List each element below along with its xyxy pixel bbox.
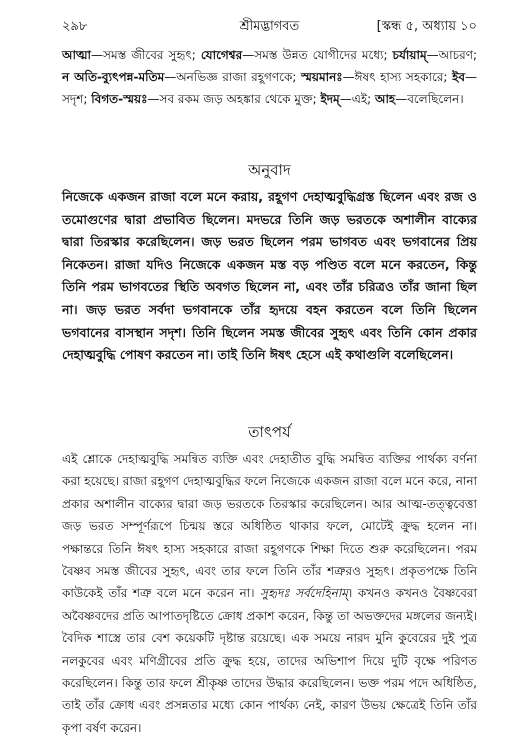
purport-heading: তাৎপর্য [248, 423, 291, 441]
synonym-term: যোগেশ্বর [200, 48, 243, 62]
synonym-term: ন অতি-ব্যুৎপন্ন-মতিম [62, 70, 165, 84]
synonym-term: আহ [374, 92, 396, 106]
synonym-meaning: —এই; [339, 92, 375, 106]
synonym-term: স্ময়মানঃ [301, 70, 343, 84]
synonym-meaning: —অনভিজ্ঞ রাজা রহূগণকে; [164, 70, 302, 84]
synonym-meaning: —ঈষৎ হাস্য সহকারে; [342, 70, 453, 84]
purport-text: এই শ্লোকে দেহাত্মবুদ্ধি সমন্বিত ব্যক্তি এবং দেহাতীত বুদ্ধি সমন্বিত ব্যক্তির পার্থক্য বর্ণনা করা হয়েছে। রাজা রহূগণ দেহাত্মবুদ্ধির ফলে নিজেকে একজন রাজা বলে মনে করে, নানা প্রকার অশালীন বাক্যের দ্বারা জড় ভরতকে তিরস্কার করেছিলেন। আর আত্ম-তত্ত্ববেত্তা জড় ভরত সম্পূর্ণরূপে চিন্ময় স্তরে অধিষ্ঠিত থাকার ফলে, মোটেই ক্রুদ্ধ হলেন না। পক্ষান্তরে তিনি ঈষৎ হাস্য সহকারে রাজা রহূগণকে শিক্ষা দিতে শুরু করেছিলেন। পরম বৈষ্ণব সমস্ত জীবের সুহৃৎ, এবং তার ফলে তিনি তাঁর শত্রুরও সুহৃৎ। প্রকৃতপক্ষে তিনি কাউকেই তাঁর শত্রু বলে মনে করেন না। [62, 452, 477, 601]
synonym-meaning: —সমস্ত উন্নত যোগীদের মধ্যে; [242, 48, 393, 62]
purport-quote: সুহৃদঃ সর্বদেহিনাম্ [260, 586, 348, 601]
synonyms-paragraph [62, 44, 477, 110]
synonym-term: ইদম্ [320, 92, 340, 106]
synonym-meaning: —আচরণ; [426, 48, 478, 62]
synonym-meaning: —সব রকম জড় অহঙ্কার থেকে মুক্ত; [147, 92, 321, 106]
synonym-term: ইব [452, 70, 465, 84]
synonym-term: চর্যায়াম্ [392, 48, 427, 62]
book-title: শ্রীমদ্ভাগবত [239, 19, 300, 34]
synonym-meaning: —সমস্ত জীবের সুহৃৎ; [91, 48, 201, 62]
section-reference: [স্কন্ধ ৫, অধ্যায় ১০ [376, 19, 477, 34]
page-number: ২৯৮ [62, 19, 88, 34]
synonym-term: আত্মা [62, 48, 92, 62]
translation-heading: অনুবাদ [248, 161, 291, 179]
synonym-meaning: —সদৃশ; [62, 70, 477, 106]
translation-paragraph: নিজেকে একজন রাজা বলে মনে করায়, রহূগণ দেহাত্মবুদ্ধিগ্রস্ত ছিলেন এবং রজ ও তমোগুণের দ্বারা প্রভাবিত ছিলেন। মদভরে তিনি জড় ভরতকে অশালীন বাক্যের দ্বারা তিরস্কার করেছিলেন। জড় ভরত ছিলেন পরম ভাগবত এবং ভগবানের প্রিয় নিকেতন। রাজা যদিও নিজেকে একজন মস্ত বড় পণ্ডিত বলে মনে করতেন, কিন্তু তিনি পরম ভাগবতের স্থিতি অবগত ছিলেন না, এবং তাঁর চরিত্রও তাঁর জানা ছিল না। জড় ভরত সর্বদা ভগবানকে তাঁর হৃদয়ে বহন করতেন বলে তিনি ছিলেন ভগবানের বাসস্থান সদৃশ। তিনি ছিলেন সমস্ত জীবের সুহৃৎ এবং তিনি কোন প্রকার দেহাত্মবুদ্ধি পোষণ করতেন না। তাই তিনি ঈষৎ হেসে এই কথাগুলি বলেছিলেন। [62, 189, 477, 363]
purport-text: । কখনও কখনও বৈষ্ণবেরা অবৈষ্ণবদের প্রতি আপাতদৃষ্টিতে ক্রোধ প্রকাশ করেন, কিন্তু তা অভক্তদের মঙ্গলের জন্যই। বৈদিক শাস্ত্রে তার বেশ কয়েকটি দৃষ্টান্ত রয়েছে। এক সময়ে নারদ মুনি কুবেরের দুই পুত্র নলকুবের এবং মণিগ্রীবের প্রতি ক্রুদ্ধ হয়ে, তাদের অভিশাপ দিয়ে দুটি বৃক্ষে পরিণত করেছিলেন। কিন্তু তার ফলে শ্রীকৃষ্ণ তাদের উদ্ধার করেছিলেন। ভক্ত পরম পদে অধিষ্ঠিত, তাই তাঁর ক্রোধ এবং প্রসন্নতার মধ্যে কোন পার্থক্য নেই, কারণ উভয় ক্ষেত্রেই তিনি তাঁর কৃপা বর্ষণ করেন। [62, 586, 477, 735]
synonym-term: বিগত-স্ময়ঃ [91, 92, 148, 106]
synonym-meaning: —বলেছিলেন। [395, 92, 464, 106]
purport-paragraph [62, 448, 477, 739]
page-header [62, 16, 477, 38]
